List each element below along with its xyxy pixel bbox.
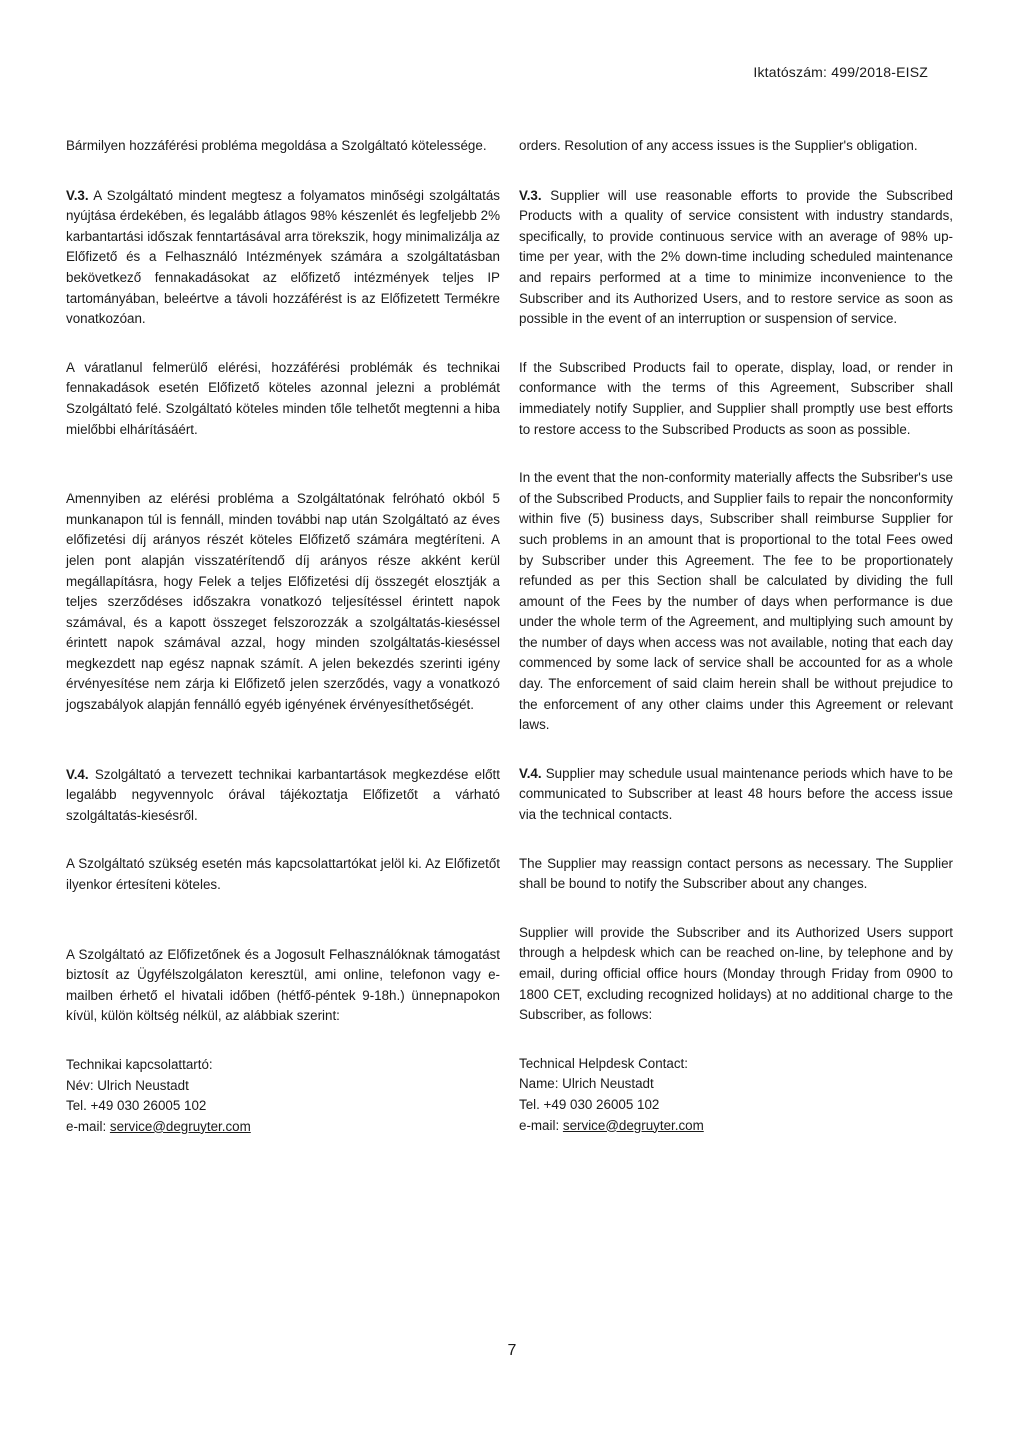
paragraph-unexpected-problems: A váratlanul felmerülő elérési, hozzáférési problémák és technikai fennakadások esetén Előfizető köteles azonnal jelezni a problémát Szolgáltató felé. Szolgáltató köteles minden tőle telhetőt megtenni a hiba mielőbbi elhárításáért. [66, 359, 500, 437]
contact-phone: Tel. +49 030 26005 102 [66, 1098, 207, 1114]
contact-email-label: e-mail: [519, 1117, 563, 1133]
paragraph-helpdesk-support: Supplier will provide the Subscriber and its Authorized Users support through a helpdesk which can be reached on-line, by telephone and by email, during official office hours (Monday through Friday from 0900 to 1800 CET, excluding recognized holidays) at no additional charge to the Subscriber, as follows: [519, 924, 953, 1023]
paragraph-access-obligation: Bármilyen hozzáférési probléma megoldása a Szolgáltató kötelessége. [66, 138, 487, 153]
contact-email-line [519, 1116, 953, 1137]
page-number: 7 [507, 1342, 517, 1359]
english-column [519, 136, 953, 1136]
contact-block [66, 1055, 500, 1137]
paragraph-access-obligation: orders. Resolution of any access issues is the Supplier's obligation. [519, 138, 918, 153]
paragraph-v4-maintenance [519, 764, 953, 826]
paragraph-v4-text: Supplier may schedule usual maintenance periods which have to be communicated to Subscriber at least 48 hours before the access issue via the technical contacts. [519, 765, 953, 823]
paragraph-v3-text: A Szolgáltató mindent megtesz a folyamatos minőségi szolgáltatás nyújtása érdekében, és legalább átlagos 98% készenlét és legfeljebb 2% karbantartási időszak fenntartásával arra törekszik, hogy minimalizálja az Előfizető és a Felhasználó Intézmények számára a szolgáltatásban bekövetkező fennakadásokat az előfizető intézmények teljes IP tartományában, beleértve a távoli hozzáférést is az Előfizetett Termékre vonatkozóan. [66, 187, 501, 327]
contact-title: Technical Helpdesk Contact: [519, 1055, 688, 1071]
paragraph-unexpected-problems: If the Subscribed Products fail to operate, display, load, or render in conformance with the terms of this Agreement, Subscriber shall immediately notify Supplier, and Supplier shall promptly use best efforts to restore access to the Subscribed Products as soon as possible. [519, 359, 953, 437]
contact-block [519, 1054, 953, 1136]
paragraph-refund-terms: Amennyiben az elérési probléma a Szolgáltatónak felróható okból 5 munkanapon túl is fennáll, minden további nap után Szolgáltató az éves előfizetési díj arányos részét köteles Előfizető számára megtéríteni. A jelen pont alapján visszatérítendő díj arányos része akként kerül megállapításra, hogy Felek a teljes Előfizetési díj összegét elosztják a teljes szerződéses időszakra vonatkozó teljesítéssel érintett napok számával, és a kapott összeget felszorozzák a szolgáltatás-kieséssel érintett napok számával azzal, hogy minden szolgáltatás-kieséssel megkezdett nap egész napnak számít. A jelen bekezdés szerinti igény érvényesítése nem zárja ki Előfizető jelen szerződés, vagy a vonatkozó jogszabályok alapján fennálló egyéb igényének érvényesíthetőségét. [66, 491, 500, 713]
paragraph-v4-maintenance [66, 765, 500, 827]
contact-name: Name: Ulrich Neustadt [519, 1076, 654, 1092]
paragraph-refund-terms: In the event that the non-conformity materially affects the Subsriber's use of the Subscribed Products, and Supplier fails to repair the nonconformity within five (5) business days, Subscriber shall reimburse Supplier for such problems in an amount that is proportional to the total Fees owed by Subscriber under this Agreement. The fee to be proportionately refunded as per this Section shall be calculated by dividing the full amount of the Fees by the number of days when performance is due under the whole term of the Agreement, and multiplying such amount by the number of days when access was not available, noting that each day commenced by some lack of service shall be accounted for as a whole day. The enforcement of said claim herein shall be without prejudice to the enforcement of any other claims under this Agreement or relevant laws. [519, 470, 953, 733]
contact-name: Név: Ulrich Neustadt [66, 1077, 189, 1093]
section-number-v3: V.3. [66, 187, 89, 203]
paragraph-helpdesk-support: A Szolgáltató az Előfizetőnek és a Jogosult Felhasználóknak támogatást biztosít az Ügyfélszolgálaton keresztül, ami online, telefonon vagy e-mailben érhető el hivatali időben (hétfő-péntek 9-18h.) ünnepnapokon kívül, külön költség nélkül, az alábbiak szerint: [66, 946, 500, 1024]
contact-title: Technikai kapcsolattartó: [66, 1057, 213, 1072]
paragraph-v4-text: Szolgáltató a tervezett technikai karbantartások megkezdése előtt legalább negyvennyolc órával tájékoztatja Előfizetőt a várható szolgáltatás-kiesésről. [66, 766, 500, 823]
contact-email-line [66, 1117, 500, 1138]
contact-email-link[interactable]: service@degruyter.com [109, 1118, 251, 1134]
section-number-v3: V.3. [519, 187, 542, 203]
paragraph-contact-reassign: The Supplier may reassign contact persons as necessary. The Supplier shall be bound to notify the Subscriber about any changes. [519, 855, 953, 892]
document-reference-number: Iktatószám: 499/2018-EISZ [753, 64, 928, 80]
hungarian-column [66, 136, 500, 1137]
contact-email-label: e-mail: [66, 1118, 110, 1134]
contact-phone: Tel. +49 030 26005 102 [519, 1096, 660, 1112]
paragraph-v3-service-quality [519, 186, 953, 330]
paragraph-v3-service-quality [66, 186, 500, 330]
section-number-v4: V.4. [519, 765, 542, 781]
contact-email-link[interactable]: service@degruyter.com [562, 1117, 704, 1133]
paragraph-contact-reassign: A Szolgáltató szükség esetén más kapcsolattartókat jelöl ki. Az Előfizetőt ilyenkor értesíteni köteles. [66, 856, 500, 893]
paragraph-v3-text: Supplier will use reasonable efforts to provide the Subscribed Products with a quality of service consistent with industry standards, specifically, to provide continuous service with an average of 98% up-time per year, with the 2% down-time including scheduled maintenance and repairs performed at a time to minimize inconvenience to the Subscriber and its Authorized Users, and to restore service as soon as possible in the event of an interruption or suspension of service. [519, 187, 953, 327]
section-number-v4: V.4. [66, 766, 89, 782]
